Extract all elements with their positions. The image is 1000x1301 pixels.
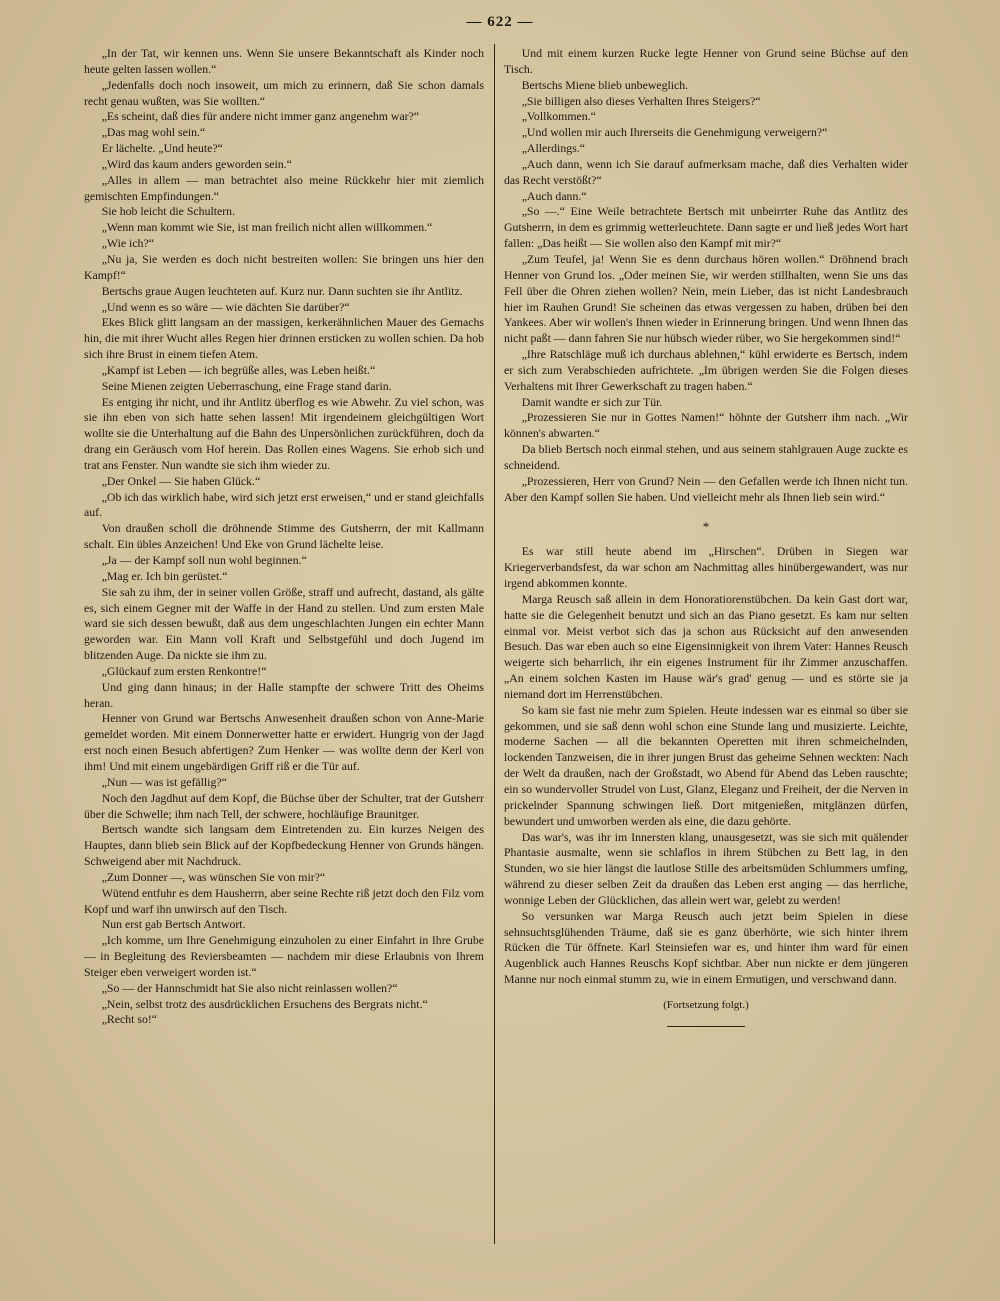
paragraph: „Das mag wohl sein.“ <box>101 125 206 140</box>
paragraph: „Und wenn es so wäre — wie dächten Sie darüber?“ <box>101 299 350 314</box>
paragraph: Nun erst gab Bertsch Antwort. <box>101 917 246 932</box>
paragraph: Seine Mienen zeigten Ueberraschung, eine Frage stand darin. <box>101 378 392 393</box>
paragraph: „Vollkommen.“ <box>521 109 596 124</box>
paragraph: Ekes Blick glitt langsam an der massigen, kerkerähnlichen Mauer des Gemachs hin, die mit ihrer Wucht alles Regen hier drinnen ersticken zu wollen schien. Da hob sich ihre Brust in einem tiefen Atem. <box>84 315 484 362</box>
paragraph: Es war still heute abend im „Hirschen“. Drüben in Siegen war Kriegerverbandsfest, da war schon am Nachmittag alles hinübergewandert, was nur irgend abkommen konnte. <box>504 544 908 590</box>
paragraph: „Allerdings.“ <box>521 141 585 156</box>
left-paragraphs <box>84 46 484 1028</box>
paragraph: „Zum Teufel, ja! Wenn Sie es denn durchaus hören wollen.“ Dröhnend brach Henner von Grund los. „Oder meinen Sie, wir werden stillhalten, wenn Sie uns das Fell über die Ohren ziehen wollen? Nein, mein Lieber, das ist nicht Landesbrauch hier im Rauhen Grund! Sie scheinen das etwas vergessen zu haben, drüben bei den Yankees. Aber wir wollen's Ihnen wieder in Erinnerung bringen. Und wenn Ihnen das nicht paßt — dann fahren Sie nur hübsch wieder rüber, wo Sie hergekommen sind!“ <box>504 251 908 346</box>
page-number: — 622 — <box>466 14 534 30</box>
continuation-note: (Fortsetzung folgt.) <box>663 998 749 1011</box>
paragraph: „Prozessieren, Herr von Grund? Nein — den Gefallen werde ich Ihnen nicht tun. Aber den Kampf sollen Sie haben. Und vielleicht mehr als Ihnen lieb sein wird.“ <box>504 473 908 504</box>
paragraph: „Jedenfalls doch noch insoweit, um mich zu erinnern, daß Sie schon damals recht genau wußten, was Sie wollten.“ <box>84 77 484 108</box>
paragraph: „So —.“ Eine Weile betrachtete Bertsch mit unbeirrter Ruhe das Antlitz des Gutsherrn, in dem es grimmig wetterleuchtete. Dann sagte er und ließ jedes Wort hart fallen: „Das heißt — Sie wollen also den Kampf mit mir?“ <box>504 204 908 251</box>
paragraph: Das war's, was ihr im Innersten klang, unausgesetzt, was sie sich mit quälender Phantasie ausmalte, wenn sie schlaflos in ihrem Stübchen zu Bett lag, in den Stunden, wo sie hier längst die lautlose Stille des arbeitsmüden Schlummers umfing, während zu dieser selben Zeit da draußen das Leben erst anging — das herrliche, wonnige Leben der Glücklichen, das allein wert war, gelebt zu werden! <box>504 829 908 907</box>
paragraph: Marga Reusch saß allein in dem Honoratiorenstübchen. Da kein Gast dort war, hatte sie die Gelegenheit benutzt und sich an das Piano gesetzt. Es kam nur selten einmal vor. Meist verbot sich das ja schon aus Rücksicht auf den anwesenden Besuch. Das war eben auch so eine Eigensinnigkeit von ihrem Vater: Hannes Reusch weigerte sich beharrlich, ihr ein eigenes Instrument für ihr Zimmer anzuschaffen. „An einem solchen Kasten im Hause wär's grad' genug — und es störte sie ja niemand dort im Herrenstübchen. <box>504 591 908 701</box>
paragraph: Von draußen scholl die dröhnende Stimme des Gutsherrn, der mit Kallmann schalt. Ein übles Anzeichen! Und Eke von Grund lächelte leise. <box>84 521 484 552</box>
paragraph: Wütend entfuhr es dem Hausherrn, aber seine Rechte riß jetzt doch den Filz vom Kopf und warf ihn unwirsch auf den Tisch. <box>84 885 484 916</box>
paragraph: „Prozessieren Sie nur in Gottes Namen!“ höhnte der Gutsherr ihm nach. „Wir können's abwarten.“ <box>504 410 908 441</box>
right-paragraphs-bottom <box>504 544 908 988</box>
paragraph: Und ging dann hinaus; in der Halle stampfte der schwere Tritt des Oheims heran. <box>84 679 484 710</box>
paragraph: Er lächelte. „Und heute?“ <box>101 141 223 156</box>
paragraph: „Es scheint, daß dies für andere nicht immer ganz angenehm war?“ <box>101 109 420 124</box>
right-text-column <box>504 46 908 1027</box>
paragraph: „Recht so!“ <box>101 1012 158 1027</box>
paragraph: Da blieb Bertsch noch einmal stehen, und aus seinem stahlgrauen Auge zuckte es schneidend. <box>504 442 908 472</box>
right-paragraphs-top <box>504 46 908 505</box>
paragraph: „So — der Hannschmidt hat Sie also nicht reinlassen wollen?“ <box>101 980 398 995</box>
paragraph: „Auch dann.“ <box>521 188 587 203</box>
paragraph: „In der Tat, wir kennen uns. Wenn Sie unsere Bekanntschaft als Kinder noch heute gelten lassen wollen.“ <box>84 46 484 76</box>
paragraph: „Wird das kaum anders geworden sein.“ <box>101 156 292 171</box>
paragraph: Es entging ihr nicht, und ihr Antlitz überflog es wie Abwehr. Zu viel schon, was sie ihn eben von sich hatte sehen lassen! Mit irgendeinem gleichgültigen Wort wollte sie die Unterhaltung auf die Bahn des Unpersönlichen zurückführen, doch da drang ein Geräusch vom Hof herein. Das Rollen eines Wagens. Sie erhob sich und trat ans Fenster. Nun wandte sie sich ihm wieder zu. <box>84 394 484 472</box>
paragraph: Henner von Grund war Bertschs Anwesenheit draußen schon von Anne-Marie gemeldet worden. Mit einem Donnerwetter hatte er erwidert. Hungrig von der Jagd erst noch einen Besuch abfertigen? Zum Henker — was wollte denn der Kerl von ihm! Und mit einem ungebärdigen Griff riß er die Tür auf. <box>84 711 484 773</box>
paragraph: Noch den Jagdhut auf dem Kopf, die Büchse über der Schulter, trat der Gutsherr über die Schwelle; ihm nach Tell, der schwere, hochläufige Braunitger. <box>84 790 484 821</box>
column-divider <box>494 44 495 1244</box>
section-break: * <box>702 519 710 535</box>
paragraph: „Kampf ist Leben — ich begrüße alles, was Leben heißt.“ <box>101 362 376 377</box>
paragraph: „Glückauf zum ersten Renkontre!“ <box>101 663 267 678</box>
paragraph: „Wenn man kommt wie Sie, ist man freilich nicht allen willkommen.“ <box>101 220 433 235</box>
paragraph: Sie sah zu ihm, der in seiner vollen Größe, straff und aufrecht, dastand, als gälte es, sich einem Gegner mit der Waffe in der Hand zu stellen. Und zum ersten Male ward sie sich dessen bewußt, daß aus dem ungeschlachten Jungen ein echter Mann geworden war. Ein Mann voll Kraft und Selbstgefühl und doch Jugend im blitzenden Auge. Da nickte sie ihm zu. <box>84 584 484 663</box>
paragraph: „Ob ich das wirklich habe, wird sich jetzt erst erweisen,“ und er stand gleichfalls auf. <box>84 489 484 520</box>
paragraph: „Mag er. Ich bin gerüstet.“ <box>101 568 228 583</box>
paragraph: „Nein, selbst trotz des ausdrücklichen Ersuchens des Bergrats nicht.“ <box>101 996 428 1011</box>
paragraph: „Wie ich?“ <box>101 236 154 251</box>
paragraph: „Nu ja, Sie werden es doch nicht bestreiten wollen: Sie bringen uns hier den Kampf!“ <box>84 251 484 282</box>
paragraph: Damit wandte er sich zur Tür. <box>521 394 663 409</box>
end-rule <box>667 1026 745 1027</box>
paragraph: „Auch dann, wenn ich Sie darauf aufmerksam mache, daß dies Verhalten wider das Recht verstößt?“ <box>504 156 908 187</box>
paragraph: Bertsch wandte sich langsam dem Eintretenden zu. Ein kurzes Neigen des Hauptes, dann blieb sein Blick auf der Kopfbedeckung Henner von Grunds hängen. Schweigend aber mit Nachdruck. <box>84 822 484 869</box>
paragraph: „Der Onkel — Sie haben Glück.“ <box>101 473 261 488</box>
left-text-column <box>84 46 484 1028</box>
paragraph: „Ja — der Kampf soll nun wohl beginnen.“ <box>101 553 307 567</box>
paragraph: „Ihre Ratschläge muß ich durchaus ablehnen,“ kühl erwiderte es Bertsch, indem er sich zum Verabschieden aufrichtete. „Im übrigen werden Sie die Folgen dieses Verhaltens mit Ihrer Gewerkschaft zu tragen haben.“ <box>504 347 908 393</box>
paragraph: Sie hob leicht die Schultern. <box>101 204 236 219</box>
paragraph: „Ich komme, um Ihre Genehmigung einzuholen zu einer Einfahrt in Ihre Grube — in Begleitung des Reviersbeamten — nachdem mir diese Erlaubnis von Ihrem Steiger eben verweigert worden ist.“ <box>84 933 484 979</box>
paragraph: „Alles in allem — man betrachtet also meine Rückkehr hier mit ziemlich gemischten Empfindungen.“ <box>84 172 484 203</box>
paragraph: So versunken war Marga Reusch auch jetzt beim Spielen in diese sehnsuchtsglühenden Träume, daß sie es ganz überhörte, wie sich hinter ihrem Rücken die Tür öffnete. Karl Steinsiefen war es, und hinter ihm ward für einen Augenblick auch Hannes Reuschs Kopf sichtbar. Aber nun nickte er dem jüngeren Manne nur noch einmal stumm zu, wie in einem Ermutigen, und verschwand dann. <box>504 908 908 987</box>
paragraph: „Und wollen mir auch Ihrerseits die Genehmigung verweigern?“ <box>521 125 828 140</box>
paragraph: „Nun — was ist gefällig?“ <box>101 774 227 789</box>
paragraph: Bertschs graue Augen leuchteten auf. Kurz nur. Dann suchten sie ihr Antlitz. <box>101 283 463 298</box>
paragraph: „Zum Donner —, was wünschen Sie von mir?“ <box>101 869 326 884</box>
paragraph: Bertschs Miene blieb unbeweglich. <box>521 77 689 92</box>
paragraph: So kam sie fast nie mehr zum Spielen. Heute indessen war es einmal so über sie gekommen, und sie saß denn wohl schon eine Stunde lang und musizierte. Leichte, moderne Sachen — all die bekannten Operetten mit ihren schmeichelnden, lockenden Tanzweisen, die in ihrer jungen Brust das geheime Sehnen weckten: Nach der Welt da draußen, nach der Großstadt, wo Abend für Abend das Leben rauschte; ein so wundervoller Strudel von Lust, Glanz, Eleganz und Freiheit, der die Nerven in prickelnder Spannung schwingen ließ. Dort mitgenießen, mitglänzen dürfen, bewundert und umworben werden als eine, die dazu gehörte. <box>504 702 908 828</box>
paragraph: „Sie billigen also dieses Verhalten Ihres Steigers?“ <box>521 93 761 108</box>
paragraph: Und mit einem kurzen Rucke legte Henner von Grund seine Büchse auf den Tisch. <box>504 46 908 76</box>
